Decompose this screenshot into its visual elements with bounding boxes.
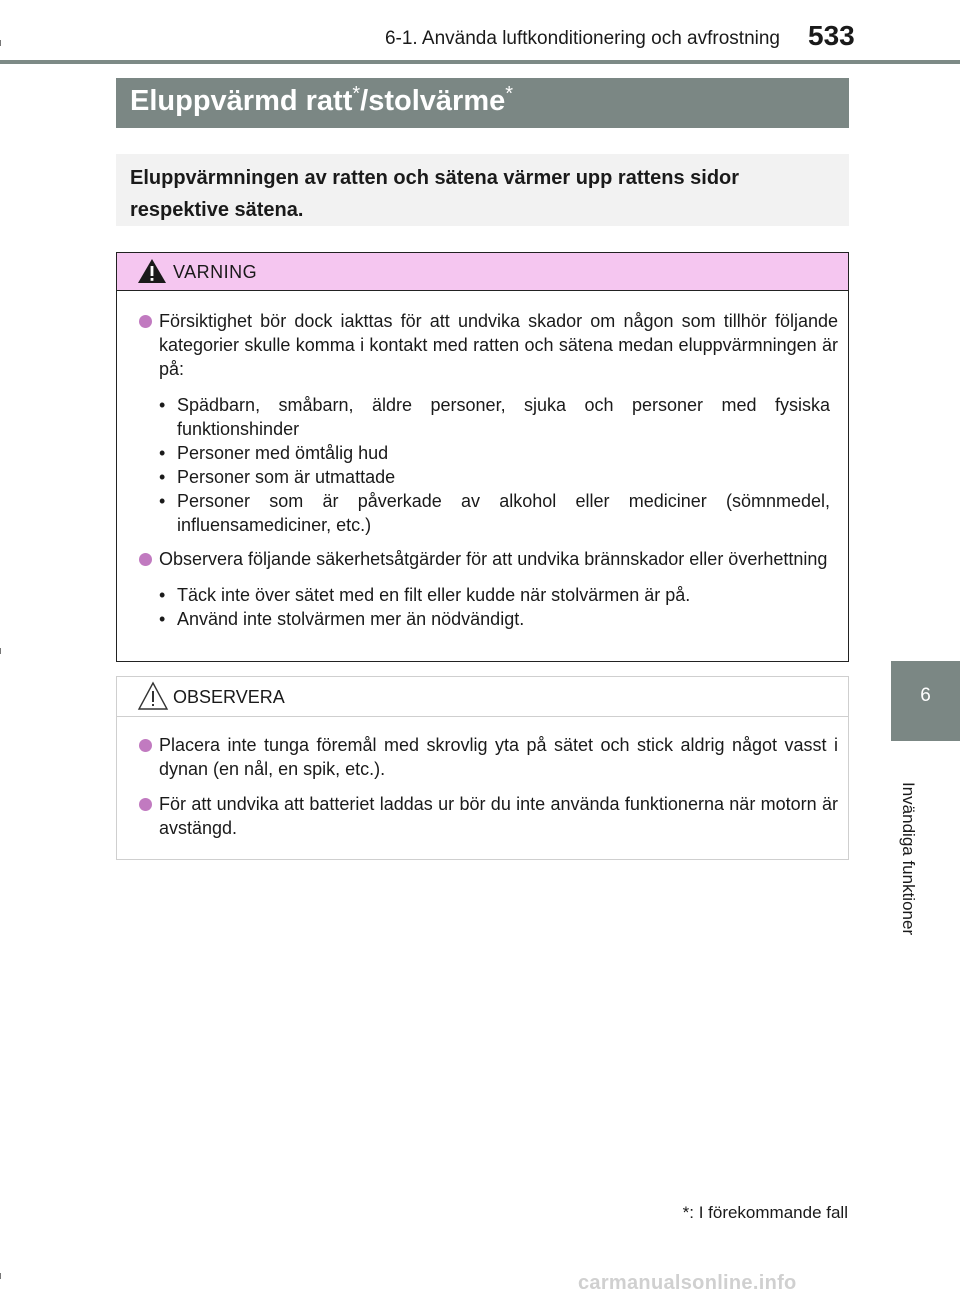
chapter-tab <box>891 661 960 741</box>
chapter-number: 6 <box>920 685 931 706</box>
title-asterisk: * <box>352 83 361 105</box>
warning-triangle-outline-icon <box>137 681 169 711</box>
footnote <box>640 1203 848 1223</box>
page-number: 533 <box>808 20 855 51</box>
warning-paragraph-text: Försiktighet bör dock iakttas för att undvika skador om någon som tillhör följande kategorier skulle komma i kontakt med ratten och sätena medan eluppvärmningen är på: <box>159 311 838 379</box>
warning-body <box>117 291 848 631</box>
title-asterisk: * <box>505 83 514 105</box>
watermark: carmanualsonline.info <box>578 1272 797 1294</box>
warning-paragraph-text: Observera följande säkerhetsåtgärder för att undvika brännskador eller överhettning <box>159 549 828 569</box>
section-title <box>130 85 513 118</box>
title-part-seat-heater: /stolvärme <box>360 85 506 117</box>
warning-header <box>117 253 848 291</box>
notice-box <box>116 676 849 860</box>
intro-box <box>116 154 849 226</box>
notice-header <box>117 677 848 717</box>
notice-body <box>117 717 848 840</box>
chapter-title: Invändiga funktioner <box>899 782 918 936</box>
bullet-dot <box>139 798 152 811</box>
list-item: • Använd inte stolvärmen mer än nödvändigt. <box>159 609 525 629</box>
intro-text: Eluppvärmningen av ratten och sätena värmer upp rattens sidor respektive sätena. <box>130 167 740 221</box>
list-item: • Personer som är påverkade av alkohol eller mediciner (sömnmedel, influensamediciner, etc.) <box>159 491 830 535</box>
footnote-symbol: * <box>682 1203 690 1222</box>
chapter-title-vertical <box>900 782 920 942</box>
warning-sub-list <box>139 583 838 631</box>
running-header-title: 6-1. Använda luftkonditionering och avfrostning <box>384 28 780 49</box>
bullet-dot <box>139 553 152 566</box>
notice-label: OBSERVERA <box>173 687 285 707</box>
warning-sub-list <box>139 393 838 537</box>
list-item: • Personer med ömtålig hud <box>159 443 389 463</box>
warning-label: VARNING <box>173 262 258 282</box>
crop-mark <box>0 648 1 654</box>
warning-paragraph <box>139 547 838 571</box>
title-part-heated-wheel: Eluppvärmd ratt <box>130 85 353 117</box>
list-item: • Spädbarn, småbarn, äldre personer, sjuka och personer med fysiska funktionshinder <box>159 395 830 439</box>
crop-mark <box>0 40 1 46</box>
header-rule <box>0 60 960 64</box>
crop-mark <box>0 1273 1 1279</box>
section-title-bar <box>116 78 849 128</box>
warning-box <box>116 252 849 662</box>
notice-paragraph-text: Placera inte tunga föremål med skrovlig yta på sätet och stick aldrig något vasst i dynan (en nål, en spik, etc.). <box>159 735 838 779</box>
notice-paragraph <box>139 733 838 781</box>
list-item: • Täck inte över sätet med en filt eller kudde när stolvärmen är på. <box>159 585 691 605</box>
warning-triangle-filled-icon <box>137 257 167 285</box>
bullet-dot <box>139 739 152 752</box>
notice-paragraph-text: För att undvika att batteriet laddas ur bör du inte använda funktionerna när motorn är avstängd. <box>159 794 838 838</box>
list-item: • Personer som är utmattade <box>159 467 396 487</box>
notice-paragraph <box>139 792 838 840</box>
bullet-dot <box>139 315 152 328</box>
footnote-text: : I förekommande fall <box>689 1203 848 1222</box>
warning-paragraph <box>139 309 838 381</box>
